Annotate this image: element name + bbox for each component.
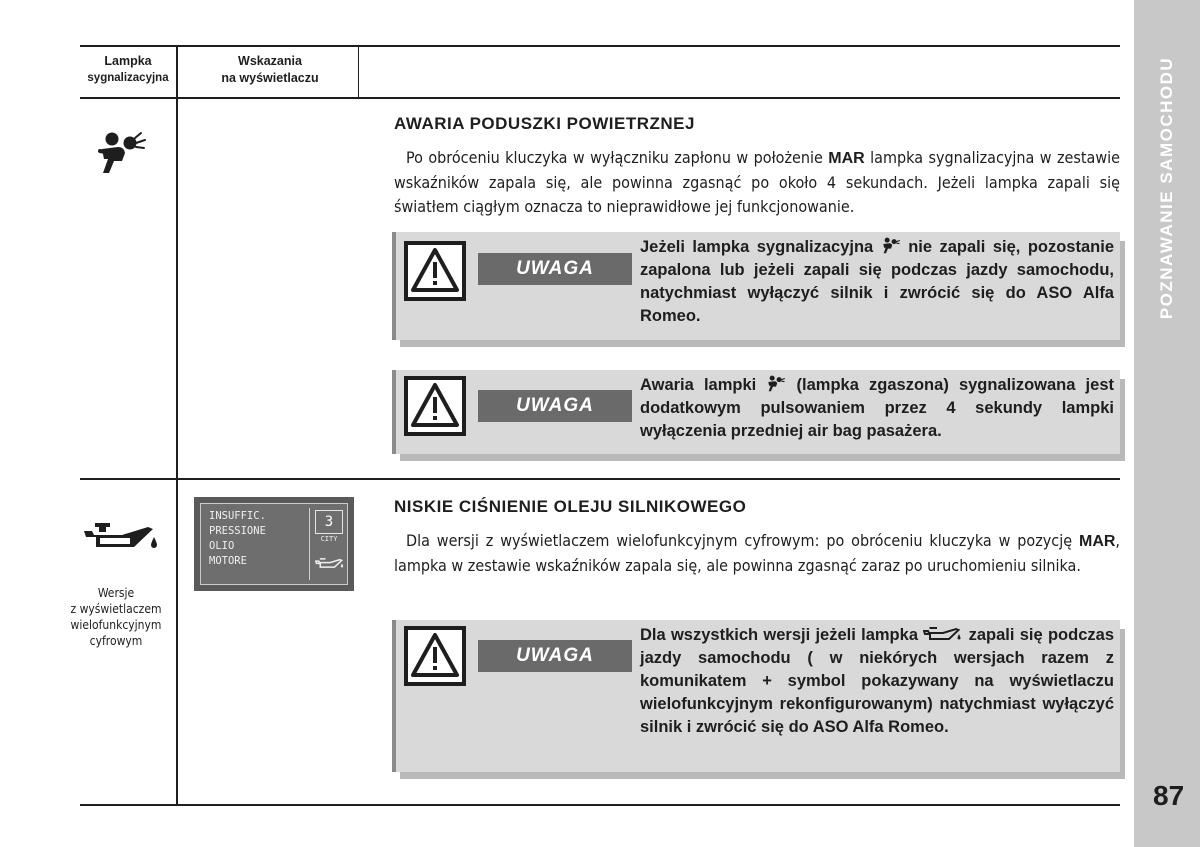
oil-pressure-icon: [923, 625, 963, 642]
display-message: [209, 509, 266, 569]
warning-box: [392, 370, 1120, 454]
warning-box: [392, 232, 1120, 340]
caption-line: wielofunkcyjnym: [70, 618, 162, 632]
display-line: PRESSIONE: [209, 525, 266, 537]
airbag-warning-icon: [96, 131, 148, 175]
text-segment-bold: MAR: [1078, 533, 1116, 550]
header-line: Lampka: [104, 54, 152, 68]
warning-triangle-icon: [404, 241, 466, 301]
section-title-airbag: AWARIA PODUSZKI POWIETRZNEJ: [394, 114, 695, 133]
side-tab-label: POZNAWANIE SAMOCHODU: [1157, 56, 1176, 320]
display-separator: [309, 508, 310, 580]
warning-badge: UWAGA: [478, 640, 632, 672]
column-divider: [358, 45, 359, 99]
text-segment: Jeżeli lampka sygnalizacyjna: [640, 238, 881, 256]
warning-text: [640, 374, 1114, 443]
header-line: na wyświetlaczu: [221, 71, 319, 85]
display-gear-number: 3: [315, 510, 343, 534]
header-line: sygnalizacyjna: [87, 72, 169, 84]
warning-triangle-icon: [404, 626, 466, 686]
page-number: 87: [1153, 780, 1185, 811]
table-bottom-rule: [80, 804, 1120, 806]
table-top-rule: [80, 45, 1120, 47]
oil-pressure-icon: [82, 519, 162, 553]
text-segment: Dla wersji z wyświetlaczem wielofunkcyjnym cyfrowym: po obróceniu kluczyka w pozycję: [406, 531, 1079, 550]
text-segment: (lampka zgaszona) sygnalizowana jest dodatkowym pulsowaniem przez 4 sekundy lampki wyłączenia przedniej air bag pasażera.: [640, 376, 1114, 440]
warning-text: [640, 236, 1114, 328]
warning-badge: UWAGA: [478, 390, 632, 422]
caption-line: cyfrowym: [89, 634, 143, 648]
column-divider: [176, 45, 178, 806]
column-header-display: [190, 53, 350, 87]
display-mode: CITY: [320, 535, 338, 543]
row-divider-rule: [80, 478, 1120, 480]
section-side-tab: [1134, 0, 1200, 847]
oil-description: [394, 529, 1120, 578]
warning-text: [640, 624, 1114, 739]
text-segment: , lampka w zestawie wskaźników zapala się, ale powinna zgasnąć zaraz po uruchomieniu silnika.: [394, 531, 1120, 575]
warning-badge: UWAGA: [478, 253, 632, 285]
warning-triangle-icon: [404, 376, 466, 436]
text-segment: nie zapali się, pozostanie zapalona lub jeżeli zapali się podczas jazdy samochodu, natychmiast wyłączyć silnik i zwrócić się do ASO Alfa Romeo.: [640, 238, 1114, 325]
airbag-warning-icon: [881, 237, 901, 254]
display-line: OLIO: [209, 540, 235, 552]
column-header-lamp: [80, 53, 176, 87]
caption-line: z wyświetlaczem: [70, 602, 162, 616]
header-line: Wskazania: [238, 54, 302, 68]
multifunction-display: [194, 497, 354, 591]
airbag-warning-icon: [766, 375, 786, 392]
text-segment: Po obróceniu kluczyka w wyłączniku zapłonu w położenie: [406, 148, 829, 167]
table-header-rule: [80, 97, 1120, 99]
text-segment: Awaria lampki: [640, 376, 767, 394]
text-segment: zapali się podczas jazdy samochodu ( w niekórych wersjach razem z komunikatem + symbol pokazywany na wyświetlaczu wielofunkcyjnym rekonfigurowanym) natychmiast wyłączyć silnik i zwrócić się do ASO Alfa Romeo.: [640, 626, 1114, 736]
text-segment: Dla wszystkich wersji jeżeli lampka: [640, 626, 924, 644]
text-segment-bold: MAR: [828, 150, 865, 167]
section-title-oil: NISKIE CIŚNIENIE OLEJU SILNIKOWEGO: [394, 497, 747, 516]
display-line: INSUFFIC.: [209, 510, 266, 522]
oil-pressure-icon: [315, 556, 345, 570]
display-screen: [200, 503, 348, 585]
version-caption: [62, 585, 170, 649]
text-segment: lampka sygnalizacyjna w zestawie wskaźników zapala się, ale powinna zgasnąć po około 4 sekundach. Jeżeli lampka zapali się światłem ciągłym oznacza to nieprawidłowe jej funkcjonowanie.: [394, 148, 1120, 216]
caption-line: Wersje: [97, 586, 135, 600]
display-line: MOTORE: [209, 555, 247, 567]
airbag-description: [394, 146, 1120, 219]
warning-box: [392, 620, 1120, 772]
